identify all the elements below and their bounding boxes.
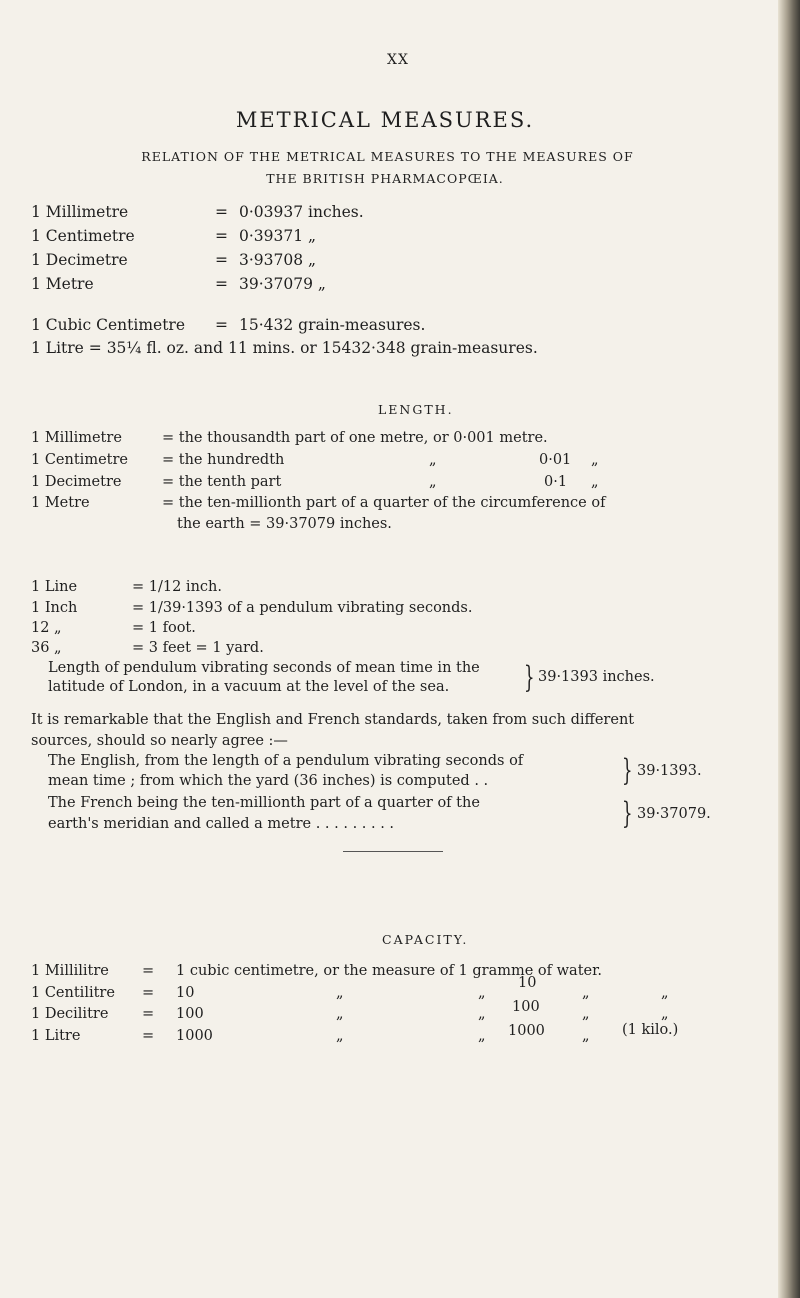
length-text: = the hundredth [162, 452, 285, 468]
ditto-mark: „ [661, 1006, 669, 1022]
capacity-grammes: 100 [512, 999, 540, 1015]
relation-equals: = [215, 251, 228, 269]
ditto-mark: „ [478, 985, 486, 1001]
capacity-quantity: 1000 [176, 1028, 213, 1044]
section-divider [343, 851, 443, 852]
imperial-text: = 1/39·1393 of a pendulum vibrating seconds. [132, 600, 473, 616]
capacity-equals: = [142, 1028, 155, 1044]
relation-unit: 1 Millimetre [31, 203, 129, 221]
french-line-1: The French being the ten-millionth part of a quarter of the [48, 795, 480, 811]
relation-unit: 1 Centimetre [31, 227, 135, 245]
imperial-row [31, 640, 264, 656]
ditto-mark: „ [336, 985, 344, 1001]
length-text: = the thousandth part of one metre, or 0·001 metre. [162, 430, 548, 446]
capacity-quantity: 10 [176, 985, 195, 1001]
litre-line: 1 Litre = 35¼ fl. oz. and 11 mins. or 15432·348 grain-measures. [31, 339, 538, 357]
page-number: XX [387, 52, 409, 68]
length-number: 0·01 [539, 452, 572, 468]
relation-equals: = [215, 227, 228, 245]
subtitle-line-2: THE BRITISH PHARMACOPŒIA. [266, 171, 504, 186]
page-edge-shadow [778, 0, 800, 1298]
english-line-1: The English, from the length of a pendulum vibrating seconds of [48, 753, 524, 769]
length-row [31, 474, 599, 490]
length-row [31, 452, 599, 468]
ditto-mark: „ [582, 1028, 590, 1044]
ditto-mark: „ [661, 985, 669, 1001]
imperial-text: = 3 feet = 1 yard. [132, 640, 264, 656]
kilo-note: (1 kilo.) [622, 1022, 679, 1038]
capacity-grammes: 10 [518, 975, 537, 991]
capacity-equals: = [142, 985, 155, 1001]
length-text: = the tenth part [162, 474, 282, 490]
ditto-mark: „ [478, 1028, 486, 1044]
length-unit: 1 Centimetre [31, 452, 128, 468]
french-line-2: earth's meridian and called a metre . . . . . . . . . [48, 816, 395, 832]
capacity-unit: 1 Millilitre [31, 963, 109, 979]
capacity-quantity: 1 cubic centimetre, or the measure of 1 gramme of water. [176, 963, 603, 979]
relation-value: 39·37079 „ [239, 275, 326, 293]
relation-equals: = [215, 275, 228, 293]
english-line-2: mean time ; from which the yard (36 inches) is computed . . [48, 773, 489, 789]
right-brace: } [622, 753, 633, 788]
imperial-unit: 1 Line [31, 579, 78, 595]
ditto-mark: „ [336, 1006, 344, 1022]
capacity-quantity: 100 [176, 1006, 204, 1022]
length-number: 0·1 [544, 474, 568, 490]
ditto-mark: „ [336, 1028, 344, 1044]
capacity-grammes: 1000 [508, 1023, 545, 1039]
ditto-mark: „ [582, 985, 590, 1001]
imperial-row [31, 600, 473, 616]
imperial-unit: 1 Inch [31, 600, 78, 616]
relation-value: 0·03937 inches. [239, 203, 364, 221]
ditto-mark: „ [478, 1006, 486, 1022]
cubic-equals: = [215, 316, 228, 334]
pendulum-line-2: latitude of London, in a vacuum at the level of the sea. [48, 679, 450, 695]
length-unit: 1 Decimetre [31, 474, 122, 490]
relation-unit: 1 Decimetre [31, 251, 128, 269]
imperial-row [31, 620, 196, 636]
length-unit: 1 Millimetre [31, 430, 122, 446]
english-value: 39·1393. [637, 763, 702, 779]
capacity-row [31, 999, 669, 1022]
imperial-unit: 12 „ [31, 620, 62, 636]
capacity-row [31, 1022, 679, 1044]
subtitle-line-1: RELATION OF THE METRICAL MEASURES TO THE MEASURES OF [141, 149, 634, 164]
right-brace: } [622, 796, 633, 831]
pendulum-line-1: Length of pendulum vibrating seconds of mean time in the [48, 660, 480, 676]
french-value: 39·37079. [637, 806, 711, 822]
cubic-unit: 1 Cubic Centimetre [31, 316, 186, 334]
capacity-row [31, 963, 603, 979]
imperial-row [31, 579, 222, 595]
ditto-mark: „ [582, 1006, 590, 1022]
ditto-mark: „ [429, 474, 437, 490]
imperial-text: = 1 foot. [132, 620, 196, 636]
remark-line-2: sources, should so nearly agree :— [31, 733, 288, 749]
capacity-heading: CAPACITY. [382, 932, 469, 947]
relation-equals: = [215, 203, 228, 221]
relation-value: 0·39371 „ [239, 227, 317, 245]
imperial-unit: 36 „ [31, 640, 62, 656]
length-row [31, 430, 548, 446]
right-brace: } [524, 660, 535, 695]
capacity-equals: = [142, 1006, 155, 1022]
capacity-unit: 1 Litre [31, 1028, 81, 1044]
ditto-mark: „ [591, 452, 599, 468]
length-heading: LENGTH. [378, 402, 454, 417]
length-unit: 1 Metre [31, 495, 90, 511]
remark-line-1: It is remarkable that the English and French standards, taken from such different [31, 712, 635, 728]
relation-unit: 1 Metre [31, 275, 94, 293]
pendulum-value: 39·1393 inches. [538, 669, 655, 685]
imperial-text: = 1/12 inch. [132, 579, 222, 595]
length-row [31, 495, 606, 511]
page-title: METRICAL MEASURES. [235, 108, 535, 132]
length-text: = the ten-millionth part of a quarter of the circumference of [162, 495, 606, 511]
relation-value: 3·93708 „ [239, 251, 317, 269]
ditto-mark: „ [429, 452, 437, 468]
capacity-unit: 1 Decilitre [31, 1006, 109, 1022]
capacity-unit: 1 Centilitre [31, 985, 115, 1001]
capacity-equals: = [142, 963, 155, 979]
ditto-mark: „ [591, 474, 599, 490]
capacity-row [31, 975, 669, 1001]
cubic-value: 15·432 grain-measures. [239, 316, 426, 334]
metre-continuation: the earth = 39·37079 inches. [177, 516, 392, 532]
